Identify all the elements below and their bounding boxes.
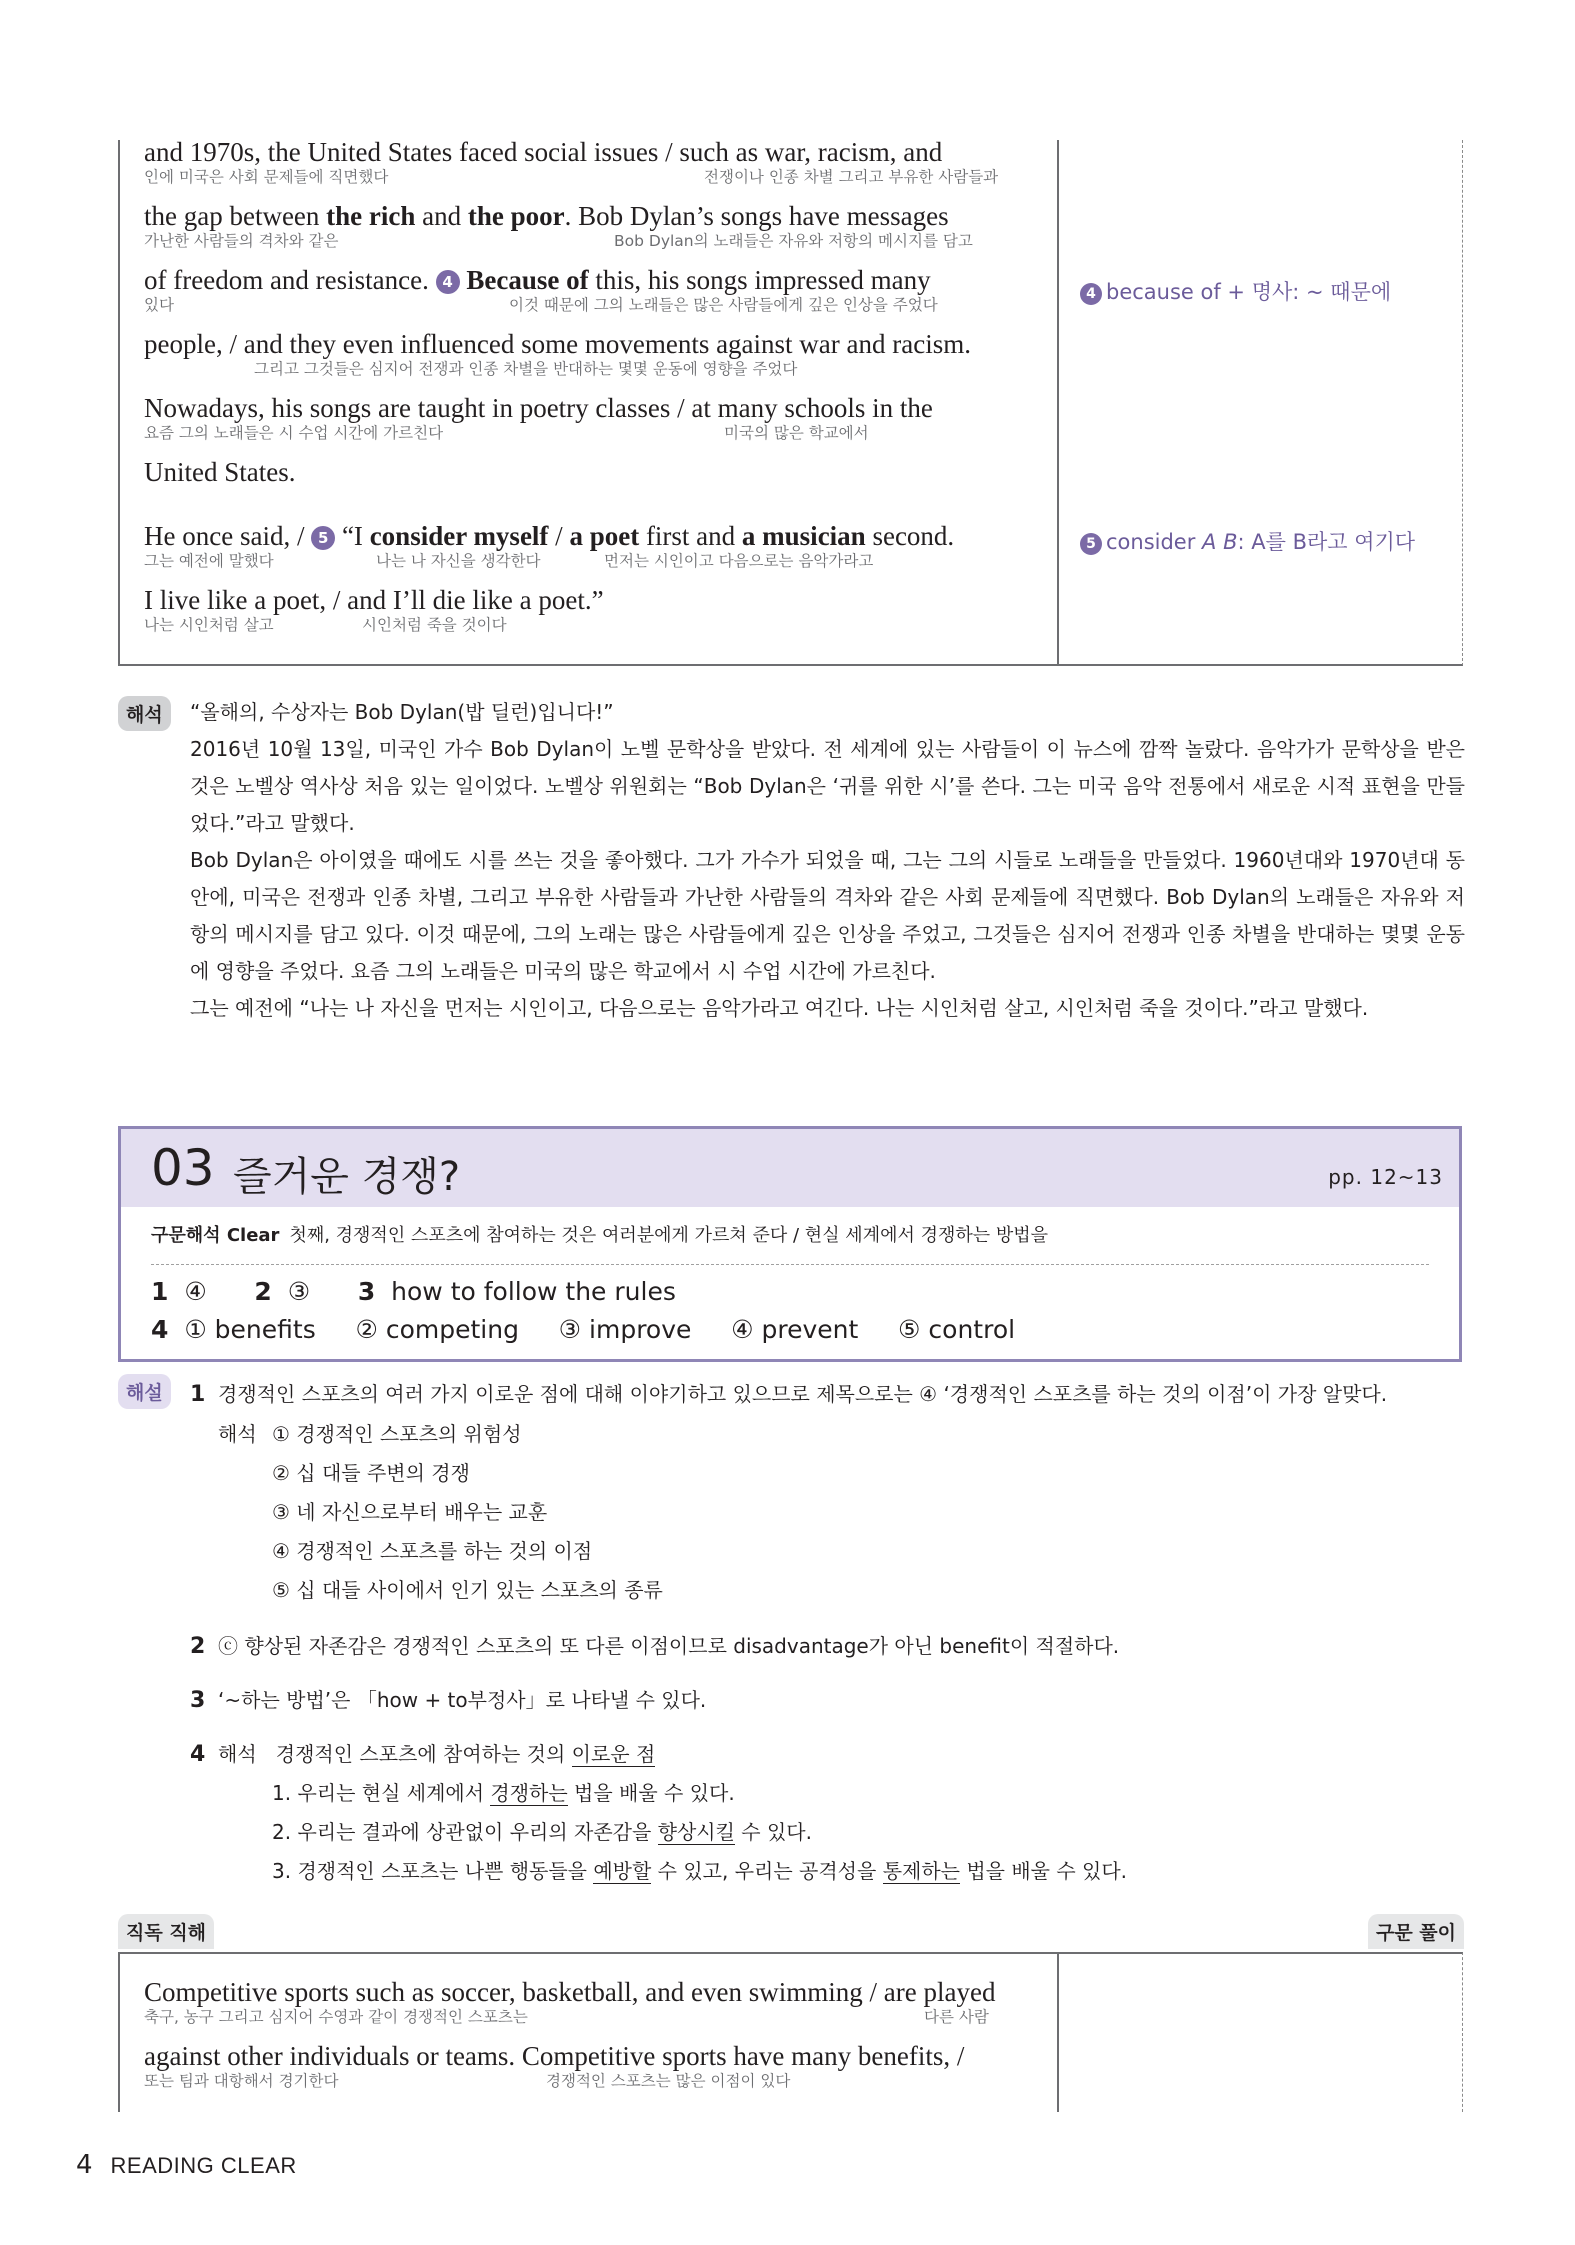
english-line: of freedom and resistance. 4 Because of this, his songs impressed many bbox=[144, 265, 931, 295]
english-line: and 1970s, the United States faced social issues / such as war, racism, and bbox=[144, 137, 943, 167]
explanation-q4: 4 해석 경쟁적인 스포츠에 참여하는 것의 이로운 점 bbox=[190, 1742, 656, 1767]
page-number: 4 bbox=[76, 2150, 93, 2180]
korean-gloss: 요즘 그의 노래들은 시 수업 시간에 가르친다 미국의 많은 학교에서 bbox=[144, 424, 869, 442]
answers-row-1: 1 ④ 2 ③ 3 how to follow the rules bbox=[151, 1277, 676, 1306]
translation-text bbox=[190, 694, 1465, 1027]
section-number: 03 bbox=[151, 1139, 215, 1197]
note-number: 5 bbox=[1080, 533, 1102, 555]
q4-line-3: 3. 경쟁적인 스포츠는 나쁜 행동들을 예방할 수 있고, 우리는 공격성을 통제하는 법을 배울 수 있다. bbox=[272, 1859, 1127, 1883]
reading-box-bottom bbox=[118, 1952, 1463, 2112]
sentence-line-8 bbox=[144, 584, 1064, 634]
english-line: people, / and they even influenced some movements against war and racism. bbox=[144, 329, 971, 359]
sentence-analysis-tag: 구문 풀이 bbox=[1368, 1914, 1464, 1949]
reading-box-top bbox=[118, 137, 1463, 666]
translation-paragraph: “올해의, 수상자는 Bob Dylan(밥 딜런)입니다!” bbox=[190, 700, 614, 724]
korean-gloss: 인에 미국은 사회 문제들에 직면했다 전쟁이나 인종 차별 그리고 부유한 사람들과 bbox=[144, 168, 999, 186]
english-line: He once said, / 5 “I consider myself / a poet first and a musician second. bbox=[144, 521, 955, 551]
korean-gloss: 있다 이것 때문에 그의 노래들은 많은 사람들에게 깊은 인상을 주었다 bbox=[144, 296, 938, 314]
sentence-line-2 bbox=[144, 200, 1064, 250]
clear-text: 첫째, 경쟁적인 스포츠에 참여하는 것은 여러분에게 가르쳐 준다 / 현실 세계에서 경쟁하는 방법을 bbox=[289, 1225, 1049, 1246]
sentence-line-5 bbox=[144, 392, 1064, 442]
note-number: 4 bbox=[1080, 283, 1102, 305]
direct-translation-tag: 직독 직해 bbox=[118, 1914, 214, 1949]
q4-line-1: 1. 우리는 현실 세계에서 경쟁하는 법을 배울 수 있다. bbox=[272, 1781, 735, 1805]
clear-label: 구문해석 Clear bbox=[151, 1225, 280, 1246]
translation-paragraph: 2016년 10월 13일, 미국인 가수 Bob Dylan이 노벨 문학상을 받았다. 전 세계에 있는 사람들이 이 뉴스에 깜짝 놀랐다. 음악가가 문학상을 받은 것은 노벨상 역사상 처음 있는 일이었다. 노벨상 위원회는 “Bob Dylan은 ‘귀를 위한 시’를 쓴다. 그는 미국 음악 전통에서 새로운 시적 표현을 만들었다.”라고 말했다. bbox=[190, 737, 1465, 835]
q1-option: ④ 경쟁적인 스포츠를 하는 것의 이점 bbox=[272, 1539, 593, 1563]
explanation-q3: 3 ‘~하는 방법’은 「how + to부정사」로 나타낼 수 있다. bbox=[190, 1688, 707, 1713]
page-reference: pp. 12~13 bbox=[1328, 1165, 1443, 1189]
explanation-q2: 2 ⓒ 향상된 자존감은 경쟁적인 스포츠의 또 다른 이점이므로 disadvantage가 아닌 benefit이 적절하다. bbox=[190, 1634, 1120, 1659]
translation-paragraph: 그는 예전에 “나는 나 자신을 먼저는 시인이고, 다음으로는 음악가라고 여긴다. 나는 시인처럼 살고, 시인처럼 죽을 것이다.”라고 말했다. bbox=[190, 996, 1369, 1020]
q1-option: ② 십 대들 주변의 경쟁 bbox=[272, 1461, 470, 1485]
sentence-line-3 bbox=[144, 264, 1064, 314]
sentence-line-7 bbox=[144, 520, 1064, 570]
sentence-line-2 bbox=[144, 2040, 1064, 2090]
grammar-note-4: 4 because of + 명사: ~ 때문에 bbox=[1080, 276, 1391, 306]
q4-line-2: 2. 우리는 결과에 상관없이 우리의 자존감을 향상시킬 수 있다. bbox=[272, 1820, 812, 1844]
clear-analysis bbox=[151, 1221, 1048, 1247]
dashed-divider bbox=[151, 1264, 1429, 1265]
korean-gloss: 그리고 그것들은 심지어 전쟁과 인종 차별을 반대하는 몇몇 운동에 영향을 주었다 bbox=[254, 360, 798, 378]
section-title: 즐거운 경쟁? bbox=[233, 1154, 461, 1200]
english-line: the gap between the rich and the poor. Bob Dylan’s songs have messages bbox=[144, 201, 949, 231]
page-footer bbox=[76, 2150, 297, 2180]
q1-option: ① 경쟁적인 스포츠의 위험성 bbox=[272, 1422, 522, 1446]
sentence-line-6 bbox=[144, 456, 1064, 488]
sentence-line-4 bbox=[144, 328, 1064, 378]
note-marker-4: 4 bbox=[436, 270, 460, 294]
korean-gloss: 나는 시인처럼 살고 시인처럼 죽을 것이다 bbox=[144, 616, 507, 634]
korean-gloss: 축구, 농구 그리고 심지어 수영과 같이 경쟁적인 스포츠는 다른 사람 bbox=[144, 2008, 989, 2026]
explanation-q1: 1 경쟁적인 스포츠의 여러 가지 이로운 점에 대해 이야기하고 있으므로 제목으로는 ④ ‘경쟁적인 스포츠를 하는 것의 이점’이 가장 알맞다. bbox=[190, 1382, 1388, 1407]
sentence-line-1 bbox=[144, 1976, 1064, 2026]
note-marker-5: 5 bbox=[311, 526, 335, 550]
q1-option: ⑤ 십 대들 사이에서 인기 있는 스포츠의 종류 bbox=[272, 1578, 663, 1602]
answers-row-2: 4 ① benefits ② competing ③ improve ④ prevent ⑤ control bbox=[151, 1315, 1016, 1344]
sentence-line-1 bbox=[144, 136, 1064, 186]
q1-option: ③ 네 자신으로부터 배우는 교훈 bbox=[272, 1500, 548, 1524]
korean-gloss: 그는 예전에 말했다 나는 나 자신을 생각한다 먼저는 시인이고 다음으로는 음악가라고 bbox=[144, 552, 874, 570]
translation-paragraph: Bob Dylan은 아이였을 때에도 시를 쓰는 것을 좋아했다. 그가 가수가 되었을 때, 그는 그의 시들로 노래들을 만들었다. 1960년대와 1970년대 동안에, 미국은 전쟁과 인종 차별, 그리고 부유한 사람들과 가난한 사람들의 격차와 같은 사회 문제들에 직면했다. Bob Dylan의 노래들은 자유와 저항의 메시지를 담고 있다. 이것 때문에, 그의 노래는 많은 사람들에게 깊은 인상을 주었고, 그것들은 심지어 전쟁과 인종 차별을 반대하는 몇몇 운동에 영향을 주었다. 요즘 그의 노래들은 미국의 많은 학교에서 시 수업 시간에 가르친다. bbox=[190, 848, 1465, 983]
grammar-note-5: 5 consider A B: A를 B라고 여기다 bbox=[1080, 526, 1415, 556]
korean-gloss: 가난한 사람들의 격차와 같은 Bob Dylan의 노래들은 자유와 저항의 메시지를 담고 bbox=[144, 232, 973, 250]
explanation-tag: 해설 bbox=[118, 1374, 171, 1409]
q1-sub-label: 해석 bbox=[218, 1422, 257, 1446]
section-header bbox=[121, 1129, 1459, 1207]
english-line: Nowadays, his songs are taught in poetry classes / at many schools in the bbox=[144, 393, 933, 423]
book-title: READING CLEAR bbox=[110, 2153, 297, 2178]
english-line: against other individuals or teams. Competitive sports have many benefits, / bbox=[144, 2041, 965, 2071]
korean-gloss: 또는 팀과 대항해서 경기한다 경쟁적인 스포츠는 많은 이점이 있다 bbox=[144, 2072, 791, 2090]
english-line: I live like a poet, / and I’ll die like a poet.” bbox=[144, 585, 604, 615]
section-answer-box bbox=[118, 1126, 1462, 1362]
translation-tag: 해석 bbox=[118, 696, 171, 731]
english-line: Competitive sports such as soccer, basketball, and even swimming / are played bbox=[144, 1977, 996, 2007]
english-line: United States. bbox=[144, 457, 296, 487]
